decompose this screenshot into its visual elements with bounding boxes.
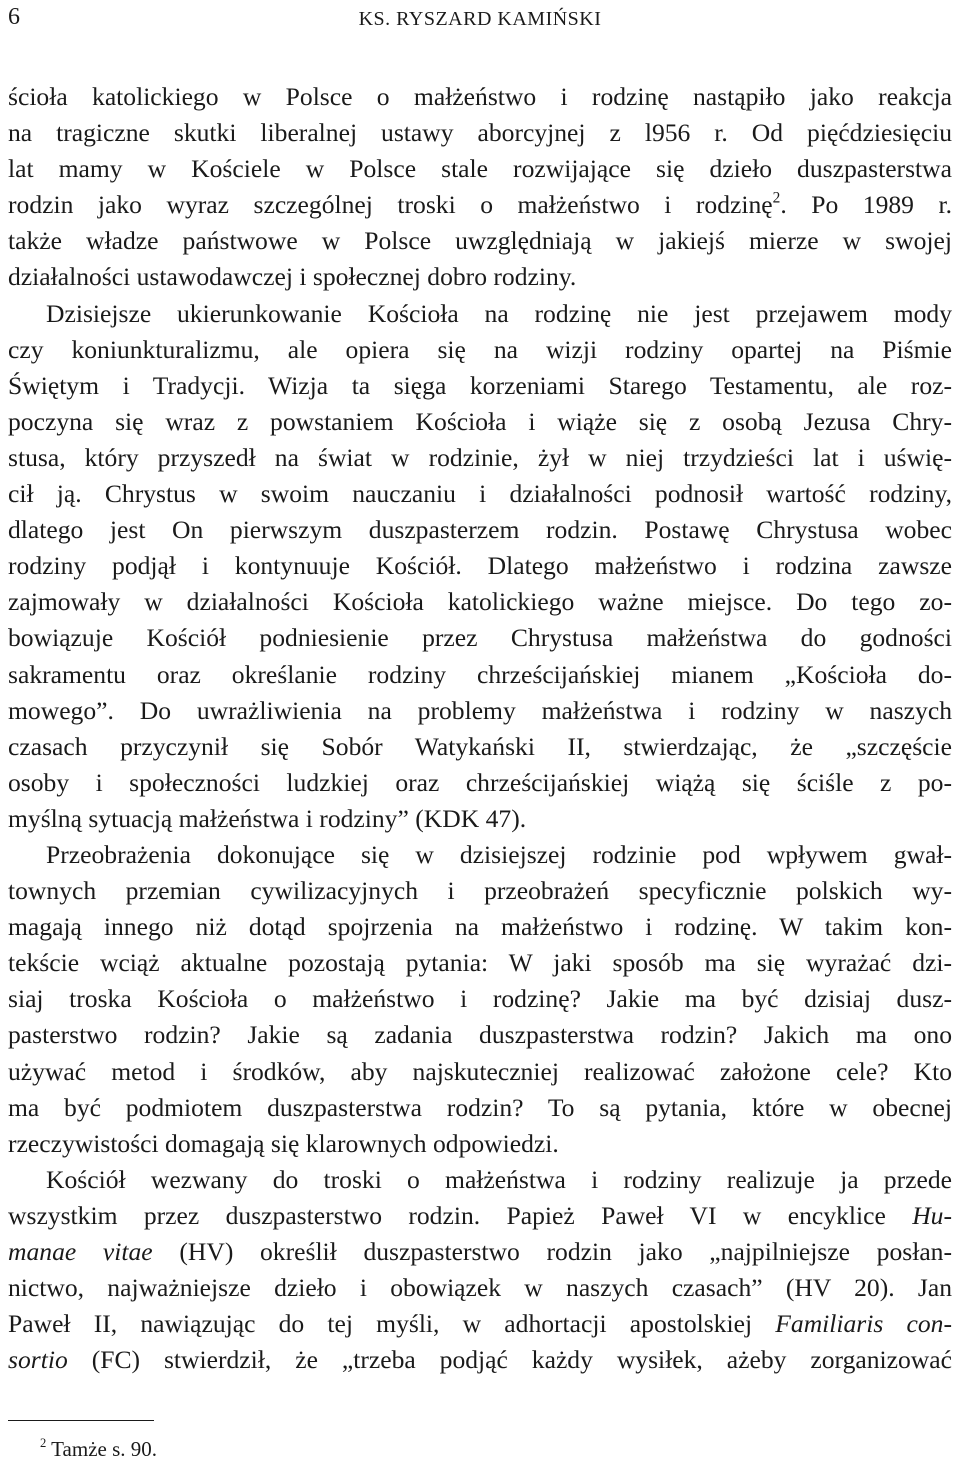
text-line: bowiązuje Kościół podniesienie przez Chrystusa małżeństwa do godności [8, 623, 952, 653]
text-fragment: (HV) określił duszpasterstwo rodzin jako „najpilniejsze posłan- [179, 1237, 952, 1266]
text-line: siaj troska Kościoła o małżeństwo i rodzinę? Jakie ma być dzisiaj dusz- [8, 984, 952, 1014]
text-line: myślną sytuacją małżeństwa i rodziny” (KDK 47). [8, 803, 527, 833]
encyclical-title: manae vitae [8, 1237, 153, 1266]
text-fragment: wszystkim przez duszpasterstwo rodzin. Papież Paweł VI w encyklice [8, 1200, 886, 1230]
text-line: mowego”. Do uwrażliwienia na problemy małżeństwa i rodziny w naszych [8, 695, 952, 725]
text-line: ścioła katolickiego w Polsce o małżeństwo i rodzinę nastąpiło jako reakcja [8, 82, 952, 111]
text-line [8, 1342, 952, 1378]
text-line: dlatego jest On pierwszym duszpasterzem rodzin. Postawę Chrystusa wobec [8, 515, 952, 545]
text-line-with-footnote [8, 187, 952, 223]
text-line: Przeobrażenia dokonujące się w dzisiejszej rodzinie pod wpływem gwał- [46, 839, 952, 869]
text-line: Świętym i Tradycji. Wizja ta sięga korzeniami Starego Testamentu, ale roz- [8, 370, 952, 400]
text-line: Kościół wezwany do troski o małżeństwa i rodziny realizuje ja przede [46, 1164, 952, 1194]
text-line: działalności ustawodawczej i społecznej dobro rodziny. [8, 262, 577, 292]
text-line: pasterstwo rodzin? Jakie są zadania duszpasterstwa rodzin? Jakich ma ono [8, 1020, 952, 1050]
text-line: sakramentu oraz określanie rodziny chrześcijańskiej mianem „Kościoła do- [8, 659, 952, 689]
footnote [40, 1435, 157, 1463]
text-line: townych przemian cywilizacyjnych i przeobrażeń specyficznie polskich wy- [8, 876, 952, 906]
body-text [8, 79, 952, 1378]
text-fragment: Paweł II, nawiązując do tej myśli, w adhortacji apostolskiej [8, 1309, 753, 1339]
text-line: poczyna się wraz z powstaniem Kościoła i wiąże się z osobą Jezusa Chry- [8, 406, 952, 436]
text-line: czasach przyczynił się Sobór Watykański II, stwierdzając, że „szczęście [8, 731, 952, 761]
text-line: na tragiczne skutki liberalnej ustawy aborcyjnej z l956 r. Od pięćdziesięciu [8, 118, 952, 148]
text-line: magają innego niż dotąd spojrzenia na małżeństwo i rodzinę. W takim kon- [8, 912, 952, 942]
footnote-marker: 2 [40, 1436, 47, 1451]
text-fragment: rodzin jako wyraz szczególnej troski o małżeństwo i rodzinę [8, 190, 773, 220]
text-line: także władze państwowe w Polsce uwzględniają w jakiejś mierze w swojej [8, 226, 952, 256]
text-line: używać metod i środków, aby najskuteczniej realizować założone cele? Kto [8, 1056, 952, 1086]
paragraph-2 [8, 296, 952, 837]
text-line: stusa, który przyszedł na świat w rodzinie, żył w niej trzydzieści lat i uświę- [8, 442, 952, 472]
text-line: osoby i społeczności ludzkiej oraz chrześcijańskiej wiążą się ściśle z po- [8, 767, 952, 797]
text-line [8, 1198, 952, 1234]
text-line: czy koniunkturalizmu, ale opiera się na wizji rodziny opartej na Piśmie [8, 334, 952, 364]
text-line: zajmowały w działalności Kościoła katolickiego ważne miejsce. Do tego zo- [8, 587, 952, 617]
paragraph-1 [8, 79, 952, 296]
text-line: tekście wciąż aktualne pozostają pytania: W jaki sposób ma się wyrażać dzi- [8, 948, 952, 978]
text-line: ma być podmiotem duszpasterstwa rodzin? To są pytania, które w obecnej [8, 1092, 952, 1122]
footnote-text: Tamże s. 90. [51, 1437, 158, 1461]
footnote-reference[interactable]: 2 [772, 189, 781, 207]
text-line: rodziny podjął i kontynuuje Kościół. Dlatego małżeństwo i rodzina zawsze [8, 551, 952, 581]
paragraph-4 [8, 1162, 952, 1379]
exhortation-title: sortio [8, 1345, 68, 1375]
text-line: nictwo, najważniejsze dzieło i obowiązek w naszych czasach” (HV 20). Jan [8, 1273, 952, 1303]
footnote-divider [8, 1420, 154, 1421]
text-line: lat mamy w Kościele w Polsce stale rozwijające się dzieło duszpasterstwa [8, 154, 952, 184]
page-number: 6 [8, 4, 20, 30]
text-line: cił ją. Chrystus w swoim nauczaniu i działalności podnosił wartość rodziny, [8, 479, 952, 509]
text-fragment: . Po 1989 r. [780, 190, 952, 220]
text-line: Dzisiejsze ukierunkowanie Kościoła na rodzinę nie jest przejawem mody [46, 298, 952, 328]
text-line: rzeczywistości domagają się klarownych odpowiedzi. [8, 1128, 559, 1158]
text-line [8, 1234, 952, 1270]
encyclical-title: Hu- [912, 1200, 952, 1230]
text-fragment: (FC) stwierdził, że „trzeba podjąć każdy wysiłek, ażeby zorganizować [91, 1345, 952, 1375]
text-line [8, 1306, 952, 1342]
running-head: KS. RYSZARD KAMIŃSKI [358, 8, 602, 30]
exhortation-title: Familiaris con- [775, 1309, 952, 1339]
paragraph-3 [8, 837, 952, 1162]
page-header [0, 0, 960, 42]
